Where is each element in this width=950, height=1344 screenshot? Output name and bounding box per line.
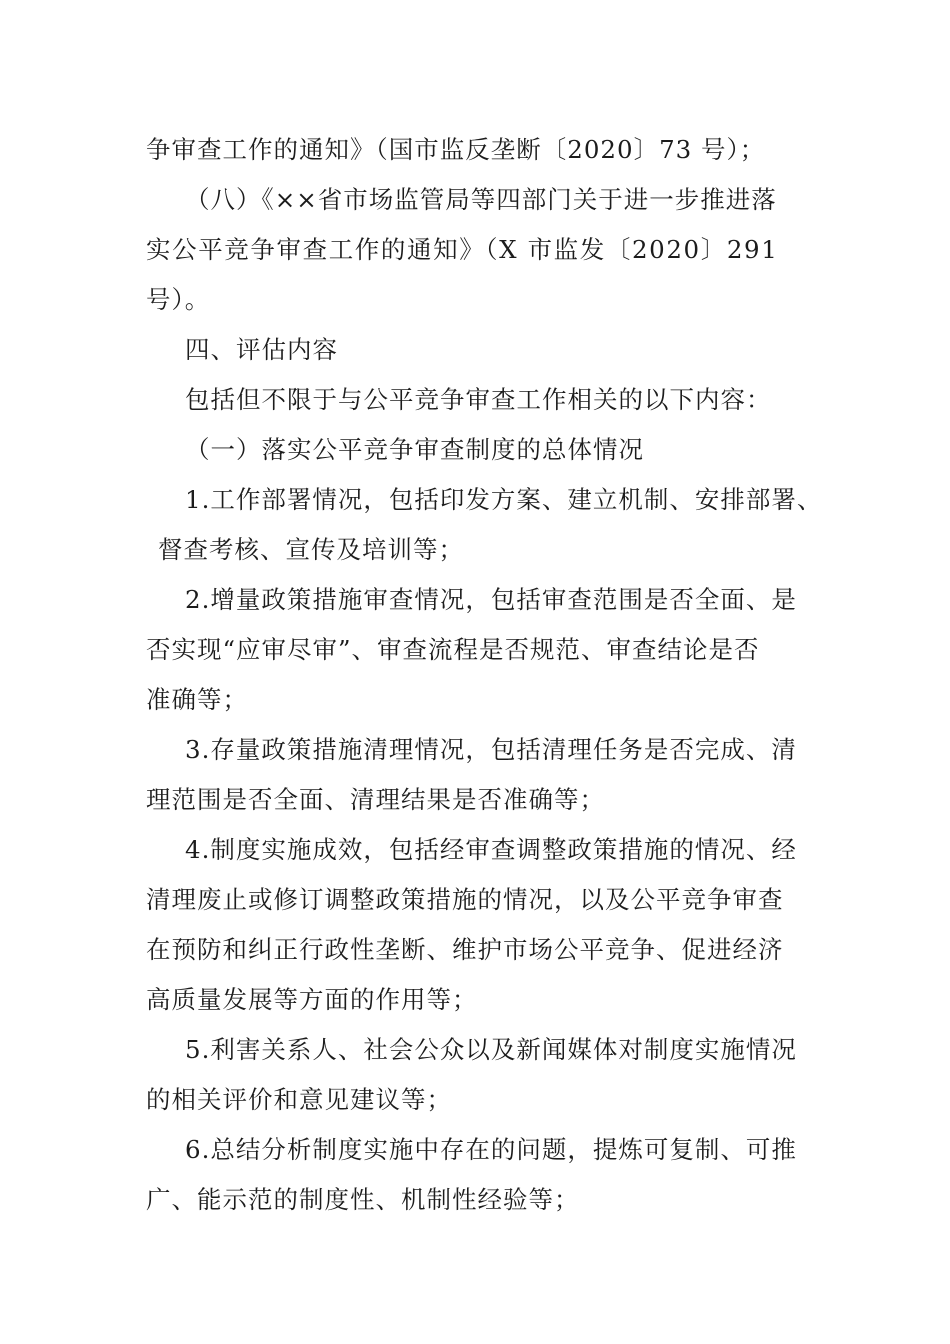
text-line: （八）《××省市场监管局等四部门关于进一步推进落 [185,185,777,214]
list-item-line: 4.制度实施成效，包括经审查调整政策措施的情况、经 [185,835,797,864]
list-item-line: 准确等； [146,685,248,714]
list-item-line: 督查考核、宣传及培训等； [158,535,464,564]
list-item-line: 6.总结分析制度实施中存在的问题，提炼可复制、可推 [185,1135,797,1164]
text-line: 包括但不限于与公平竞争审查工作相关的以下内容： [185,385,772,414]
list-item-line: 1.工作部署情况，包括印发方案、建立机制、安排部署、 [185,485,823,514]
text-line: 号）。 [146,285,211,314]
list-item-line: 理范围是否全面、清理结果是否准确等； [146,785,605,814]
text-line: 实公平竞争审查工作的通知》（X 市监发〔2020〕291 [146,235,779,264]
list-item-line: 在预防和纠正行政性垄断、维护市场公平竞争、促进经济 [146,935,784,964]
list-item-line: 广、能示范的制度性、机制性经验等； [146,1185,580,1214]
list-item-line: 的相关评价和意见建议等； [146,1085,452,1114]
subsection-heading: （一）落实公平竞争审查制度的总体情况 [185,435,644,464]
list-item-line: 2.增量政策措施审查情况，包括审查范围是否全面、是 [185,585,797,614]
text-line: 争审查工作的通知》（国市监反垄断〔2020〕73 号）； [146,135,766,164]
list-item-line: 5.利害关系人、社会公众以及新闻媒体对制度实施情况 [185,1035,797,1064]
list-item-line: 3.存量政策措施清理情况，包括清理任务是否完成、清 [185,735,797,764]
list-item-line: 高质量发展等方面的作用等； [146,985,478,1014]
list-item-line: 清理废止或修订调整政策措施的情况，以及公平竞争审查 [146,885,784,914]
section-heading: 四、评估内容 [185,335,338,364]
list-item-line: 否实现“应审尽审”、审查流程是否规范、审查结论是否 [146,635,760,664]
